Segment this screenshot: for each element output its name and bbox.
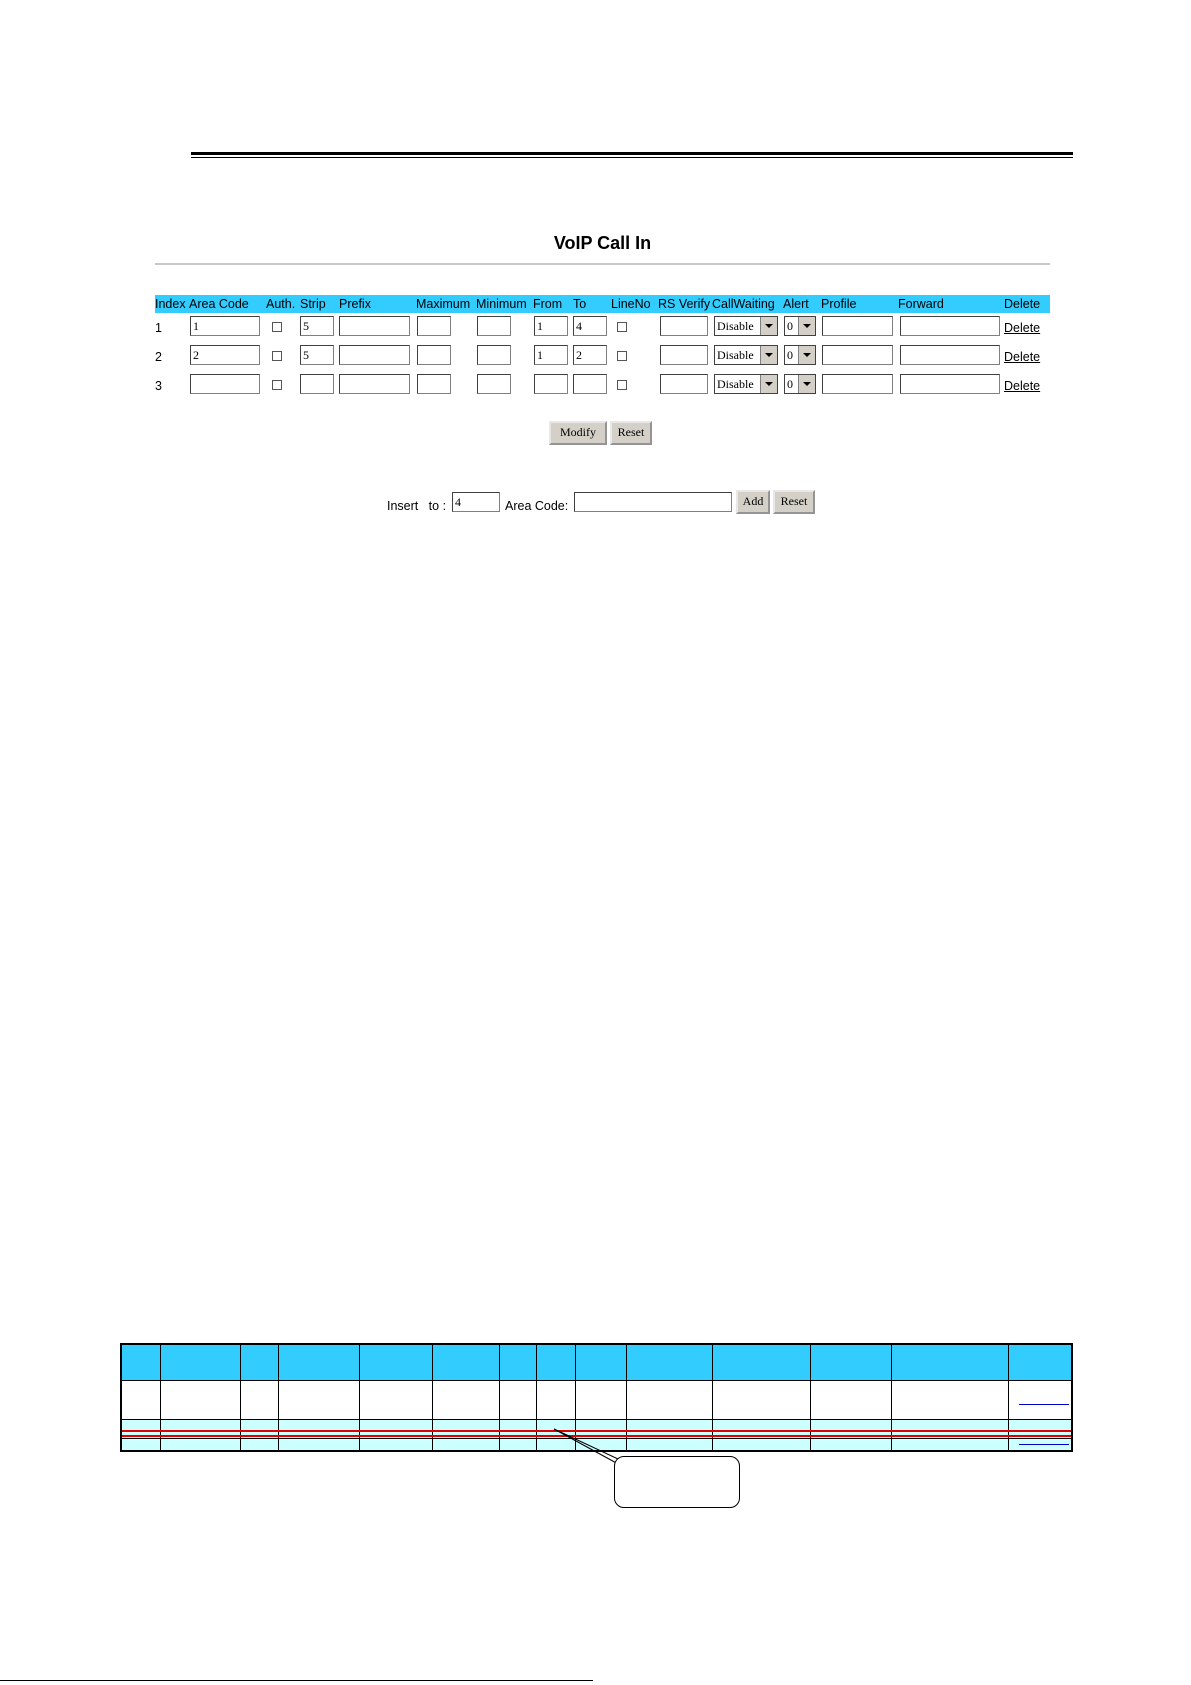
callwaiting-value: Disable xyxy=(717,319,754,333)
from-input[interactable]: 1 xyxy=(534,316,568,336)
profile-input[interactable] xyxy=(822,374,893,394)
page-title: VoIP Call In xyxy=(553,233,652,253)
row-index: 3 xyxy=(155,379,162,393)
forward-input[interactable] xyxy=(900,345,1000,365)
header-minimum: Minimum xyxy=(476,297,527,311)
delete-link[interactable]: Delete xyxy=(1004,379,1041,393)
rs-verify-input[interactable] xyxy=(660,345,708,365)
header-to: To xyxy=(573,297,587,311)
chevron-down-icon xyxy=(760,375,777,393)
area-code-input[interactable]: 2 xyxy=(190,345,260,365)
from-input[interactable]: 1 xyxy=(534,345,568,365)
header-strip: Strip xyxy=(300,297,326,311)
delete-link[interactable]: Delete xyxy=(1004,350,1041,364)
alert-value: 0 xyxy=(787,377,793,391)
chevron-down-icon xyxy=(798,375,815,393)
chevron-down-icon xyxy=(798,317,815,335)
area-code-input[interactable]: 1 xyxy=(190,316,260,336)
to-input[interactable] xyxy=(573,374,607,394)
callwaiting-value: Disable xyxy=(717,348,754,362)
insert-area-code-label: Area Code: xyxy=(505,499,569,513)
alert-select[interactable] xyxy=(784,316,816,336)
strip-input[interactable] xyxy=(300,374,334,394)
maximum-input[interactable] xyxy=(417,345,451,365)
prefix-input[interactable] xyxy=(339,345,410,365)
strip-input[interactable]: 5 xyxy=(300,345,334,365)
header-profile: Profile xyxy=(821,297,857,311)
row-index: 1 xyxy=(155,321,162,335)
header-rs-verify: RS Verify xyxy=(658,297,711,311)
area-code-input[interactable] xyxy=(190,374,260,394)
reset-button[interactable]: Reset xyxy=(610,421,652,445)
row-index: 2 xyxy=(155,350,162,364)
header-maximum: Maximum xyxy=(416,297,471,311)
chevron-down-icon xyxy=(760,346,777,364)
insert-to-label: Insert to : xyxy=(387,499,447,513)
header-auth: Auth. xyxy=(266,297,296,311)
header-delete: Delete xyxy=(1004,297,1041,311)
callwaiting-select[interactable] xyxy=(714,345,778,365)
to-input[interactable]: 2 xyxy=(573,345,607,365)
insert-area-code-input[interactable] xyxy=(574,492,732,512)
prefix-input[interactable] xyxy=(339,316,410,336)
alert-select[interactable] xyxy=(784,374,816,394)
header-index: Index xyxy=(155,297,186,311)
footer-rule xyxy=(0,1680,593,1681)
forward-input[interactable] xyxy=(900,374,1000,394)
minimum-input[interactable] xyxy=(477,374,511,394)
callwaiting-select[interactable] xyxy=(714,316,778,336)
insert-to-input[interactable]: 4 xyxy=(452,492,500,512)
profile-input[interactable] xyxy=(822,316,893,336)
rs-verify-input[interactable] xyxy=(660,374,708,394)
lineno-checkbox[interactable] xyxy=(617,322,627,332)
modify-button[interactable]: Modify xyxy=(549,421,607,445)
callwaiting-select[interactable] xyxy=(714,374,778,394)
callwaiting-value: Disable xyxy=(717,377,754,391)
insert-reset-button[interactable]: Reset xyxy=(773,490,815,514)
minimum-input[interactable] xyxy=(477,345,511,365)
rs-verify-input[interactable] xyxy=(660,316,708,336)
chevron-down-icon xyxy=(760,317,777,335)
add-button[interactable]: Add xyxy=(736,490,770,514)
header-from: From xyxy=(533,297,563,311)
header-prefix: Prefix xyxy=(339,297,371,311)
lineno-checkbox[interactable] xyxy=(617,380,627,390)
delete-link[interactable]: Delete xyxy=(1004,321,1041,335)
auth-checkbox[interactable] xyxy=(272,351,282,361)
minimum-input[interactable] xyxy=(477,316,511,336)
forward-input[interactable] xyxy=(900,316,1000,336)
maximum-input[interactable] xyxy=(417,374,451,394)
top-rule xyxy=(191,152,1073,158)
callout-bubble xyxy=(614,1456,740,1508)
header-callwaiting: CallWaiting xyxy=(712,297,775,311)
auth-checkbox[interactable] xyxy=(272,380,282,390)
maximum-input[interactable] xyxy=(417,316,451,336)
title-divider xyxy=(155,263,1050,265)
auth-checkbox[interactable] xyxy=(272,322,282,332)
chevron-down-icon xyxy=(798,346,815,364)
prefix-input[interactable] xyxy=(339,374,410,394)
to-input[interactable]: 4 xyxy=(573,316,607,336)
strip-input[interactable]: 5 xyxy=(300,316,334,336)
header-forward: Forward xyxy=(898,297,944,311)
header-area-code: Area Code xyxy=(189,297,249,311)
alert-value: 0 xyxy=(787,348,793,362)
header-alert: Alert xyxy=(783,297,809,311)
profile-input[interactable] xyxy=(822,345,893,365)
lineno-checkbox[interactable] xyxy=(617,351,627,361)
header-lineno: LineNo xyxy=(611,297,651,311)
alert-value: 0 xyxy=(787,319,793,333)
from-input[interactable] xyxy=(534,374,568,394)
alert-select[interactable] xyxy=(784,345,816,365)
